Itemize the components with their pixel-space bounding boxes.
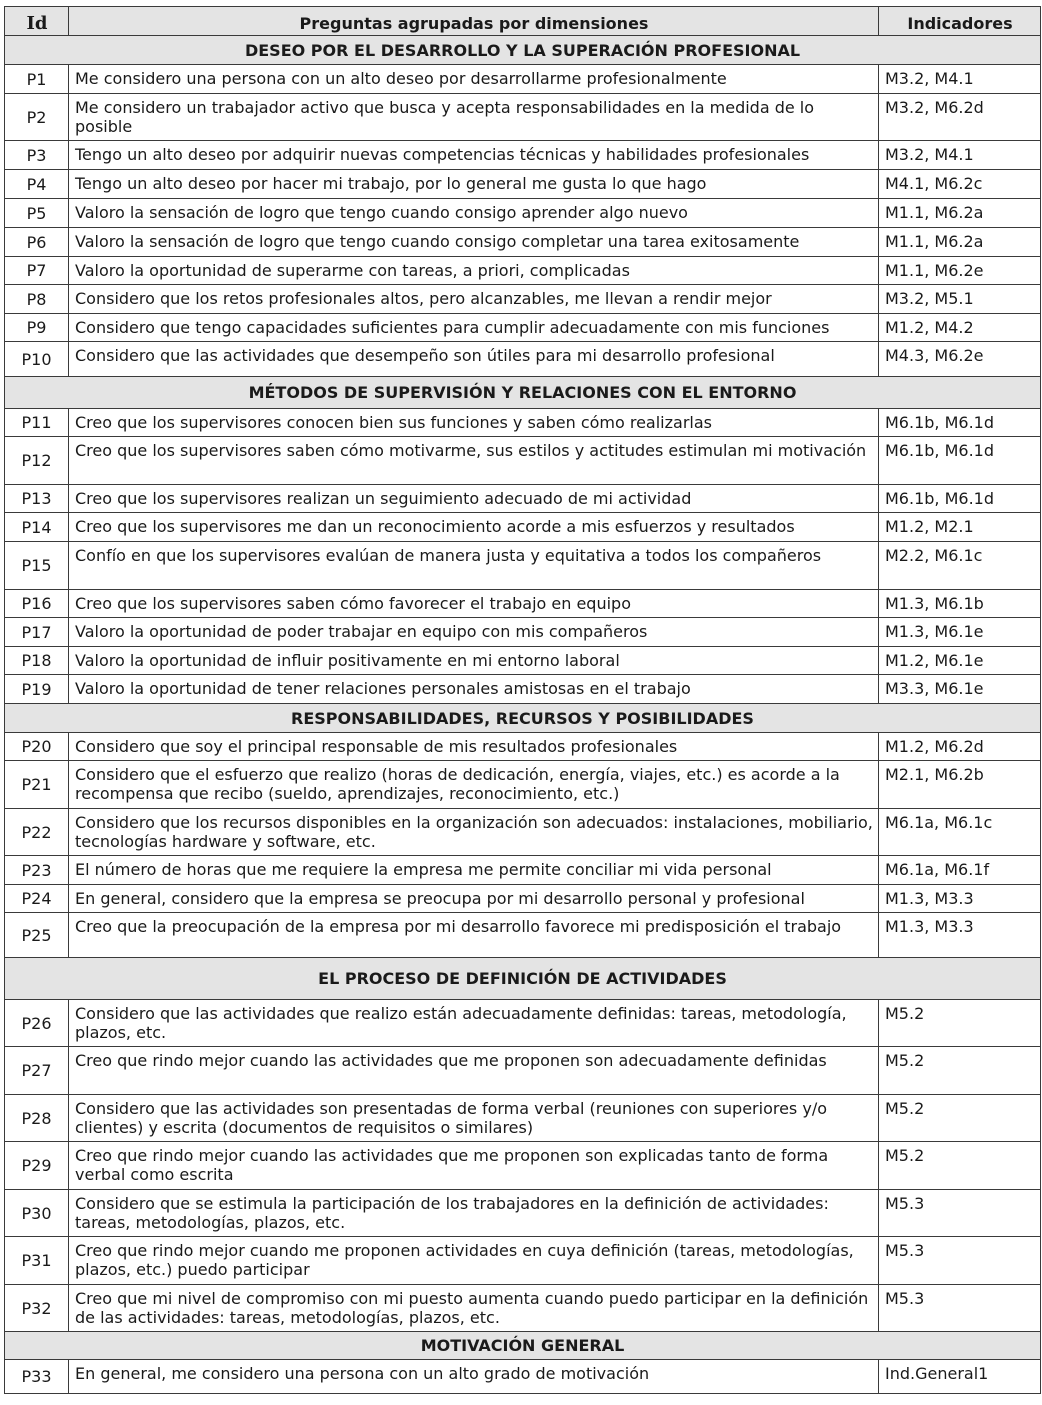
question-text: Me considero una persona con un alto deseo por desarrollarme profesionalmente bbox=[69, 65, 879, 94]
question-text: Creo que los supervisores saben cómo favorecer el trabajo en equipo bbox=[69, 590, 879, 618]
indicator-codes: M2.2, M6.1c bbox=[879, 542, 1041, 590]
question-id: P6 bbox=[5, 228, 69, 257]
header-indicators: Indicadores bbox=[879, 7, 1041, 36]
indicator-codes: M2.1, M6.2b bbox=[879, 761, 1041, 809]
indicator-codes: M5.2 bbox=[879, 1047, 1041, 1095]
question-text: Considero que las actividades que desempeño son útiles para mi desarrollo profesional bbox=[69, 342, 879, 377]
indicator-codes: M5.3 bbox=[879, 1190, 1041, 1237]
indicator-codes: M6.1a, M6.1f bbox=[879, 856, 1041, 885]
table-row bbox=[5, 761, 1041, 809]
section-title: MÉTODOS DE SUPERVISIÓN Y RELACIONES CON EL ENTORNO bbox=[5, 377, 1041, 409]
indicator-codes: M6.1b, M6.1d bbox=[879, 437, 1041, 485]
table-row bbox=[5, 1190, 1041, 1237]
section-header-row bbox=[5, 36, 1041, 65]
question-text: Confío en que los supervisores evalúan de manera justa y equitativa a todos los compañeros bbox=[69, 542, 879, 590]
table-row bbox=[5, 675, 1041, 704]
indicator-codes: M3.2, M4.1 bbox=[879, 141, 1041, 170]
table-row bbox=[5, 409, 1041, 437]
indicator-codes: M4.3, M6.2e bbox=[879, 342, 1041, 377]
question-id: P25 bbox=[5, 913, 69, 958]
question-id: P19 bbox=[5, 675, 69, 704]
section-title: DESEO POR EL DESARROLLO Y LA SUPERACIÓN PROFESIONAL bbox=[5, 36, 1041, 65]
indicator-codes: M3.2, M4.1 bbox=[879, 65, 1041, 94]
question-id: P33 bbox=[5, 1360, 69, 1394]
question-id: P20 bbox=[5, 733, 69, 761]
table-row bbox=[5, 1237, 1041, 1285]
question-text: Creo que rindo mejor cuando las actividades que me proponen son explicadas tanto de forma verbal como escrita bbox=[69, 1142, 879, 1190]
question-id: P1 bbox=[5, 65, 69, 94]
question-id: P28 bbox=[5, 1095, 69, 1142]
table-row bbox=[5, 228, 1041, 257]
question-id: P29 bbox=[5, 1142, 69, 1190]
table-row bbox=[5, 94, 1041, 141]
question-text: El número de horas que me requiere la empresa me permite conciliar mi vida personal bbox=[69, 856, 879, 885]
question-id: P31 bbox=[5, 1237, 69, 1285]
section-title: EL PROCESO DE DEFINICIÓN DE ACTIVIDADES bbox=[5, 958, 1041, 1000]
question-text: Creo que los supervisores me dan un reconocimiento acorde a mis esfuerzos y resultados bbox=[69, 513, 879, 542]
question-text: Creo que la preocupación de la empresa por mi desarrollo favorece mi predisposición el trabajo bbox=[69, 913, 879, 958]
indicator-codes: M1.1, M6.2a bbox=[879, 199, 1041, 228]
table-header-row bbox=[5, 7, 1041, 36]
table-row bbox=[5, 485, 1041, 513]
indicator-codes: M1.3, M3.3 bbox=[879, 885, 1041, 913]
indicator-codes: M3.2, M6.2d bbox=[879, 94, 1041, 141]
indicator-codes: M1.1, M6.2e bbox=[879, 257, 1041, 285]
question-id: P7 bbox=[5, 257, 69, 285]
indicator-codes: M3.3, M6.1e bbox=[879, 675, 1041, 704]
table-row bbox=[5, 809, 1041, 856]
indicator-codes: M5.3 bbox=[879, 1237, 1041, 1285]
question-id: P9 bbox=[5, 314, 69, 342]
question-text: Valoro la oportunidad de influir positivamente en mi entorno laboral bbox=[69, 647, 879, 675]
question-id: P32 bbox=[5, 1285, 69, 1332]
question-id: P21 bbox=[5, 761, 69, 809]
question-id: P5 bbox=[5, 199, 69, 228]
table-row bbox=[5, 65, 1041, 94]
questionnaire-table bbox=[4, 6, 1041, 1394]
table-row bbox=[5, 542, 1041, 590]
question-id: P2 bbox=[5, 94, 69, 141]
table-row bbox=[5, 856, 1041, 885]
question-text: Creo que rindo mejor cuando las actividades que me proponen son adecuadamente definidas bbox=[69, 1047, 879, 1095]
question-id: P16 bbox=[5, 590, 69, 618]
table-row bbox=[5, 1047, 1041, 1095]
question-text: Valoro la oportunidad de poder trabajar en equipo con mis compañeros bbox=[69, 618, 879, 647]
table-row bbox=[5, 1142, 1041, 1190]
indicator-codes: M1.2, M6.1e bbox=[879, 647, 1041, 675]
question-text: Me considero un trabajador activo que busca y acepta responsabilidades en la medida de lo posible bbox=[69, 94, 879, 141]
question-id: P26 bbox=[5, 1000, 69, 1047]
table-row bbox=[5, 285, 1041, 314]
question-id: P13 bbox=[5, 485, 69, 513]
question-id: P24 bbox=[5, 885, 69, 913]
indicator-codes: M5.2 bbox=[879, 1000, 1041, 1047]
question-text: Considero que se estimula la participación de los trabajadores en la definición de actividades: tareas, metodologías, plazos, etc. bbox=[69, 1190, 879, 1237]
indicator-codes: M1.2, M4.2 bbox=[879, 314, 1041, 342]
indicator-codes: M1.3, M3.3 bbox=[879, 913, 1041, 958]
question-text: Creo que los supervisores realizan un seguimiento adecuado de mi actividad bbox=[69, 485, 879, 513]
table-row bbox=[5, 1095, 1041, 1142]
question-text: Valoro la sensación de logro que tengo cuando consigo completar una tarea exitosamente bbox=[69, 228, 879, 257]
indicator-codes: Ind.General1 bbox=[879, 1360, 1041, 1394]
question-id: P22 bbox=[5, 809, 69, 856]
question-text: Considero que tengo capacidades suficientes para cumplir adecuadamente con mis funciones bbox=[69, 314, 879, 342]
question-id: P18 bbox=[5, 647, 69, 675]
question-id: P8 bbox=[5, 285, 69, 314]
table-row bbox=[5, 342, 1041, 377]
question-text: Creo que mi nivel de compromiso con mi puesto aumenta cuando puedo participar en la definición de las actividades: tareas, metodologías, plazos, etc. bbox=[69, 1285, 879, 1332]
indicator-codes: M1.1, M6.2a bbox=[879, 228, 1041, 257]
table-row bbox=[5, 199, 1041, 228]
table-row bbox=[5, 885, 1041, 913]
question-text: Creo que los supervisores saben cómo motivarme, sus estilos y actitudes estimulan mi motivación bbox=[69, 437, 879, 485]
question-text: Creo que rindo mejor cuando me proponen actividades en cuya definición (tareas, metodologías, plazos, etc.) puedo participar bbox=[69, 1237, 879, 1285]
table-row bbox=[5, 1360, 1041, 1394]
table-row bbox=[5, 513, 1041, 542]
question-id: P15 bbox=[5, 542, 69, 590]
table-row bbox=[5, 257, 1041, 285]
question-id: P10 bbox=[5, 342, 69, 377]
table-row bbox=[5, 733, 1041, 761]
question-text: Valoro la oportunidad de tener relaciones personales amistosas en el trabajo bbox=[69, 675, 879, 704]
section-title: RESPONSABILIDADES, RECURSOS Y POSIBILIDADES bbox=[5, 704, 1041, 733]
header-id: Id bbox=[5, 7, 69, 36]
question-id: P17 bbox=[5, 618, 69, 647]
section-header-row bbox=[5, 377, 1041, 409]
section-header-row bbox=[5, 958, 1041, 1000]
indicator-codes: M1.2, M2.1 bbox=[879, 513, 1041, 542]
section-title: MOTIVACIÓN GENERAL bbox=[5, 1332, 1041, 1360]
question-text: Considero que el esfuerzo que realizo (horas de dedicación, energía, viajes, etc.) es acorde a la recompensa que recibo (sueldo, aprendizajes, reconocimiento, etc.) bbox=[69, 761, 879, 809]
question-text: Considero que soy el principal responsable de mis resultados profesionales bbox=[69, 733, 879, 761]
question-id: P3 bbox=[5, 141, 69, 170]
question-id: P12 bbox=[5, 437, 69, 485]
questionnaire-table-container bbox=[4, 6, 1040, 1394]
indicator-codes: M6.1a, M6.1c bbox=[879, 809, 1041, 856]
question-text: Valoro la sensación de logro que tengo cuando consigo aprender algo nuevo bbox=[69, 199, 879, 228]
indicator-codes: M5.2 bbox=[879, 1142, 1041, 1190]
table-row bbox=[5, 913, 1041, 958]
question-id: P14 bbox=[5, 513, 69, 542]
table-row bbox=[5, 437, 1041, 485]
table-body bbox=[5, 36, 1041, 1394]
question-text: Tengo un alto deseo por hacer mi trabajo, por lo general me gusta lo que hago bbox=[69, 170, 879, 199]
question-text: Tengo un alto deseo por adquirir nuevas competencias técnicas y habilidades profesionales bbox=[69, 141, 879, 170]
table-row bbox=[5, 170, 1041, 199]
indicator-codes: M1.3, M6.1e bbox=[879, 618, 1041, 647]
question-text: Considero que los recursos disponibles en la organización son adecuados: instalaciones, mobiliario, tecnologías hardware y software, etc. bbox=[69, 809, 879, 856]
table-row bbox=[5, 647, 1041, 675]
section-header-row bbox=[5, 1332, 1041, 1360]
table-row bbox=[5, 1285, 1041, 1332]
question-id: P4 bbox=[5, 170, 69, 199]
question-text: En general, considero que la empresa se preocupa por mi desarrollo personal y profesional bbox=[69, 885, 879, 913]
question-id: P27 bbox=[5, 1047, 69, 1095]
indicator-codes: M4.1, M6.2c bbox=[879, 170, 1041, 199]
indicator-codes: M3.2, M5.1 bbox=[879, 285, 1041, 314]
question-text: Considero que las actividades son presentadas de forma verbal (reuniones con superiores y/o clientes) y escrita (documentos de requisitos o similares) bbox=[69, 1095, 879, 1142]
question-text: Creo que los supervisores conocen bien sus funciones y saben cómo realizarlas bbox=[69, 409, 879, 437]
question-id: P11 bbox=[5, 409, 69, 437]
indicator-codes: M5.2 bbox=[879, 1095, 1041, 1142]
indicator-codes: M1.3, M6.1b bbox=[879, 590, 1041, 618]
indicator-codes: M1.2, M6.2d bbox=[879, 733, 1041, 761]
table-row bbox=[5, 141, 1041, 170]
indicator-codes: M5.3 bbox=[879, 1285, 1041, 1332]
table-row bbox=[5, 314, 1041, 342]
question-text: Considero que los retos profesionales altos, pero alcanzables, me llevan a rendir mejor bbox=[69, 285, 879, 314]
table-row bbox=[5, 618, 1041, 647]
header-questions: Preguntas agrupadas por dimensiones bbox=[69, 7, 879, 36]
section-header-row bbox=[5, 704, 1041, 733]
table-row bbox=[5, 1000, 1041, 1047]
question-text: Considero que las actividades que realizo están adecuadamente definidas: tareas, metodología, plazos, etc. bbox=[69, 1000, 879, 1047]
indicator-codes: M6.1b, M6.1d bbox=[879, 409, 1041, 437]
question-id: P30 bbox=[5, 1190, 69, 1237]
indicator-codes: M6.1b, M6.1d bbox=[879, 485, 1041, 513]
question-text: En general, me considero una persona con un alto grado de motivación bbox=[69, 1360, 879, 1394]
table-row bbox=[5, 590, 1041, 618]
question-text: Valoro la oportunidad de superarme con tareas, a priori, complicadas bbox=[69, 257, 879, 285]
question-id: P23 bbox=[5, 856, 69, 885]
